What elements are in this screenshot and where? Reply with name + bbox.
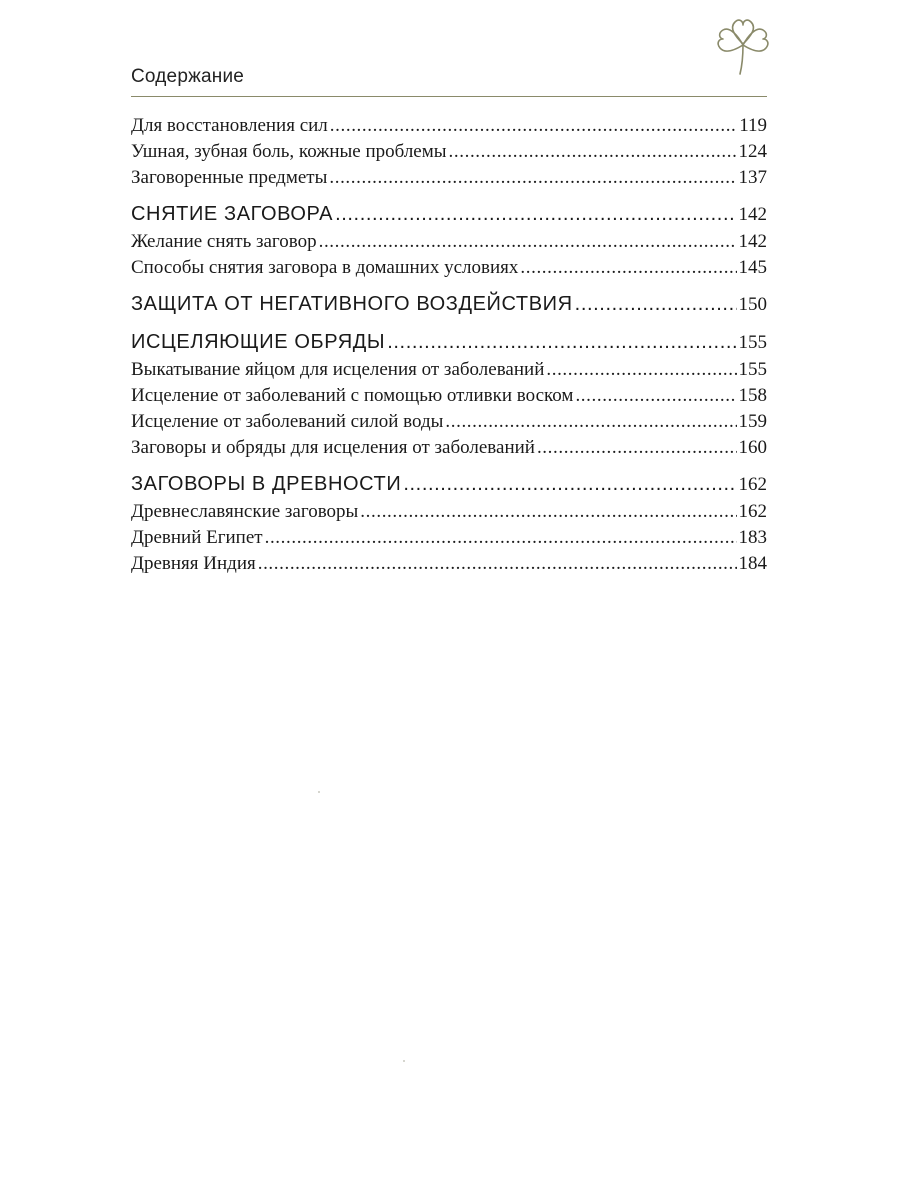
toc-section-title: ЗАЩИТА ОТ НЕГАТИВНОГО ВОЗДЕЙСТВИЯ <box>131 293 573 315</box>
toc-entry <box>131 113 767 139</box>
toc-entry <box>131 229 767 255</box>
toc-entry <box>131 255 767 281</box>
toc-entry <box>131 383 767 409</box>
toc-entry-title: Выкатывание яйцом для исцеления от заболеваний <box>131 359 545 380</box>
toc-entry-page: 119 <box>739 115 767 136</box>
toc-section-title: ЗАГОВОРЫ В ДРЕВНОСТИ <box>131 473 402 495</box>
toc-entry-page: 160 <box>738 437 767 458</box>
toc-section <box>131 289 767 319</box>
toc-section <box>131 469 767 499</box>
toc-leader-dots <box>546 357 736 383</box>
toc-entry-title: Желание снять заговор <box>131 231 317 252</box>
toc-entry <box>131 139 767 165</box>
toc-leader-dots <box>265 525 737 551</box>
toc-leader-dots <box>258 551 737 577</box>
toc-leader-dots <box>319 229 737 255</box>
toc-entry-title: Древнеславянские заговоры <box>131 501 359 522</box>
toc-entry-page: 124 <box>738 141 767 162</box>
toc-entry-title: Древний Египет <box>131 527 263 548</box>
toc-entry-title: Древняя Индия <box>131 553 256 574</box>
toc-leader-dots <box>575 289 737 319</box>
toc-entry-page: 155 <box>738 359 767 380</box>
header-divider <box>131 96 767 97</box>
toc-leader-dots <box>329 165 736 191</box>
toc-entry-title: Заговоры и обряды для исцеления от заболеваний <box>131 437 535 458</box>
toc-leader-dots <box>330 113 737 139</box>
toc-entry-page: 159 <box>738 411 767 432</box>
paper-speck <box>318 791 320 793</box>
toc-entry-title: Ушная, зубная боль, кожные проблемы <box>131 141 447 162</box>
toc-section-page: 150 <box>738 294 767 315</box>
toc-entry <box>131 435 767 461</box>
table-of-contents <box>131 113 767 577</box>
toc-section-page: 155 <box>738 332 767 353</box>
toc-entry-page: 145 <box>738 257 767 278</box>
toc-leader-dots <box>449 139 737 165</box>
toc-entry <box>131 165 767 191</box>
toc-leader-dots <box>387 327 736 357</box>
toc-leader-dots <box>335 199 736 229</box>
toc-entry <box>131 551 767 577</box>
toc-section-page: 162 <box>738 474 767 495</box>
toc-entry-title: Способы снятия заговора в домашних условиях <box>131 257 519 278</box>
toc-section-page: 142 <box>738 204 767 225</box>
toc-entry-page: 158 <box>738 385 767 406</box>
toc-entry-page: 162 <box>738 501 767 522</box>
toc-leader-dots <box>403 469 736 499</box>
toc-section <box>131 199 767 229</box>
toc-entry-page: 137 <box>738 167 767 188</box>
toc-leader-dots <box>520 255 736 281</box>
toc-section-title: СНЯТИЕ ЗАГОВОРА <box>131 203 334 225</box>
toc-entry <box>131 357 767 383</box>
toc-entry-title: Для восстановления сил <box>131 115 328 136</box>
toc-entry <box>131 499 767 525</box>
toc-leader-dots <box>445 409 736 435</box>
toc-entry-title: Заговоренные предметы <box>131 167 328 188</box>
toc-entry <box>131 409 767 435</box>
page-header-title: Содержание <box>131 66 245 87</box>
toc-entry-title: Исцеление от заболеваний силой воды <box>131 411 444 432</box>
toc-section <box>131 327 767 357</box>
toc-leader-dots <box>575 383 736 409</box>
toc-entry-page: 142 <box>738 231 767 252</box>
toc-entry <box>131 525 767 551</box>
toc-entry-title: Исцеление от заболеваний с помощью отливки воском <box>131 385 574 406</box>
toc-entry-page: 184 <box>738 553 767 574</box>
toc-section-title: ИСЦЕЛЯЮЩИЕ ОБРЯДЫ <box>131 331 386 353</box>
toc-entry-page: 183 <box>738 527 767 548</box>
clover-icon <box>713 14 773 78</box>
toc-leader-dots <box>360 499 736 525</box>
toc-leader-dots <box>537 435 737 461</box>
paper-speck <box>403 1060 405 1062</box>
